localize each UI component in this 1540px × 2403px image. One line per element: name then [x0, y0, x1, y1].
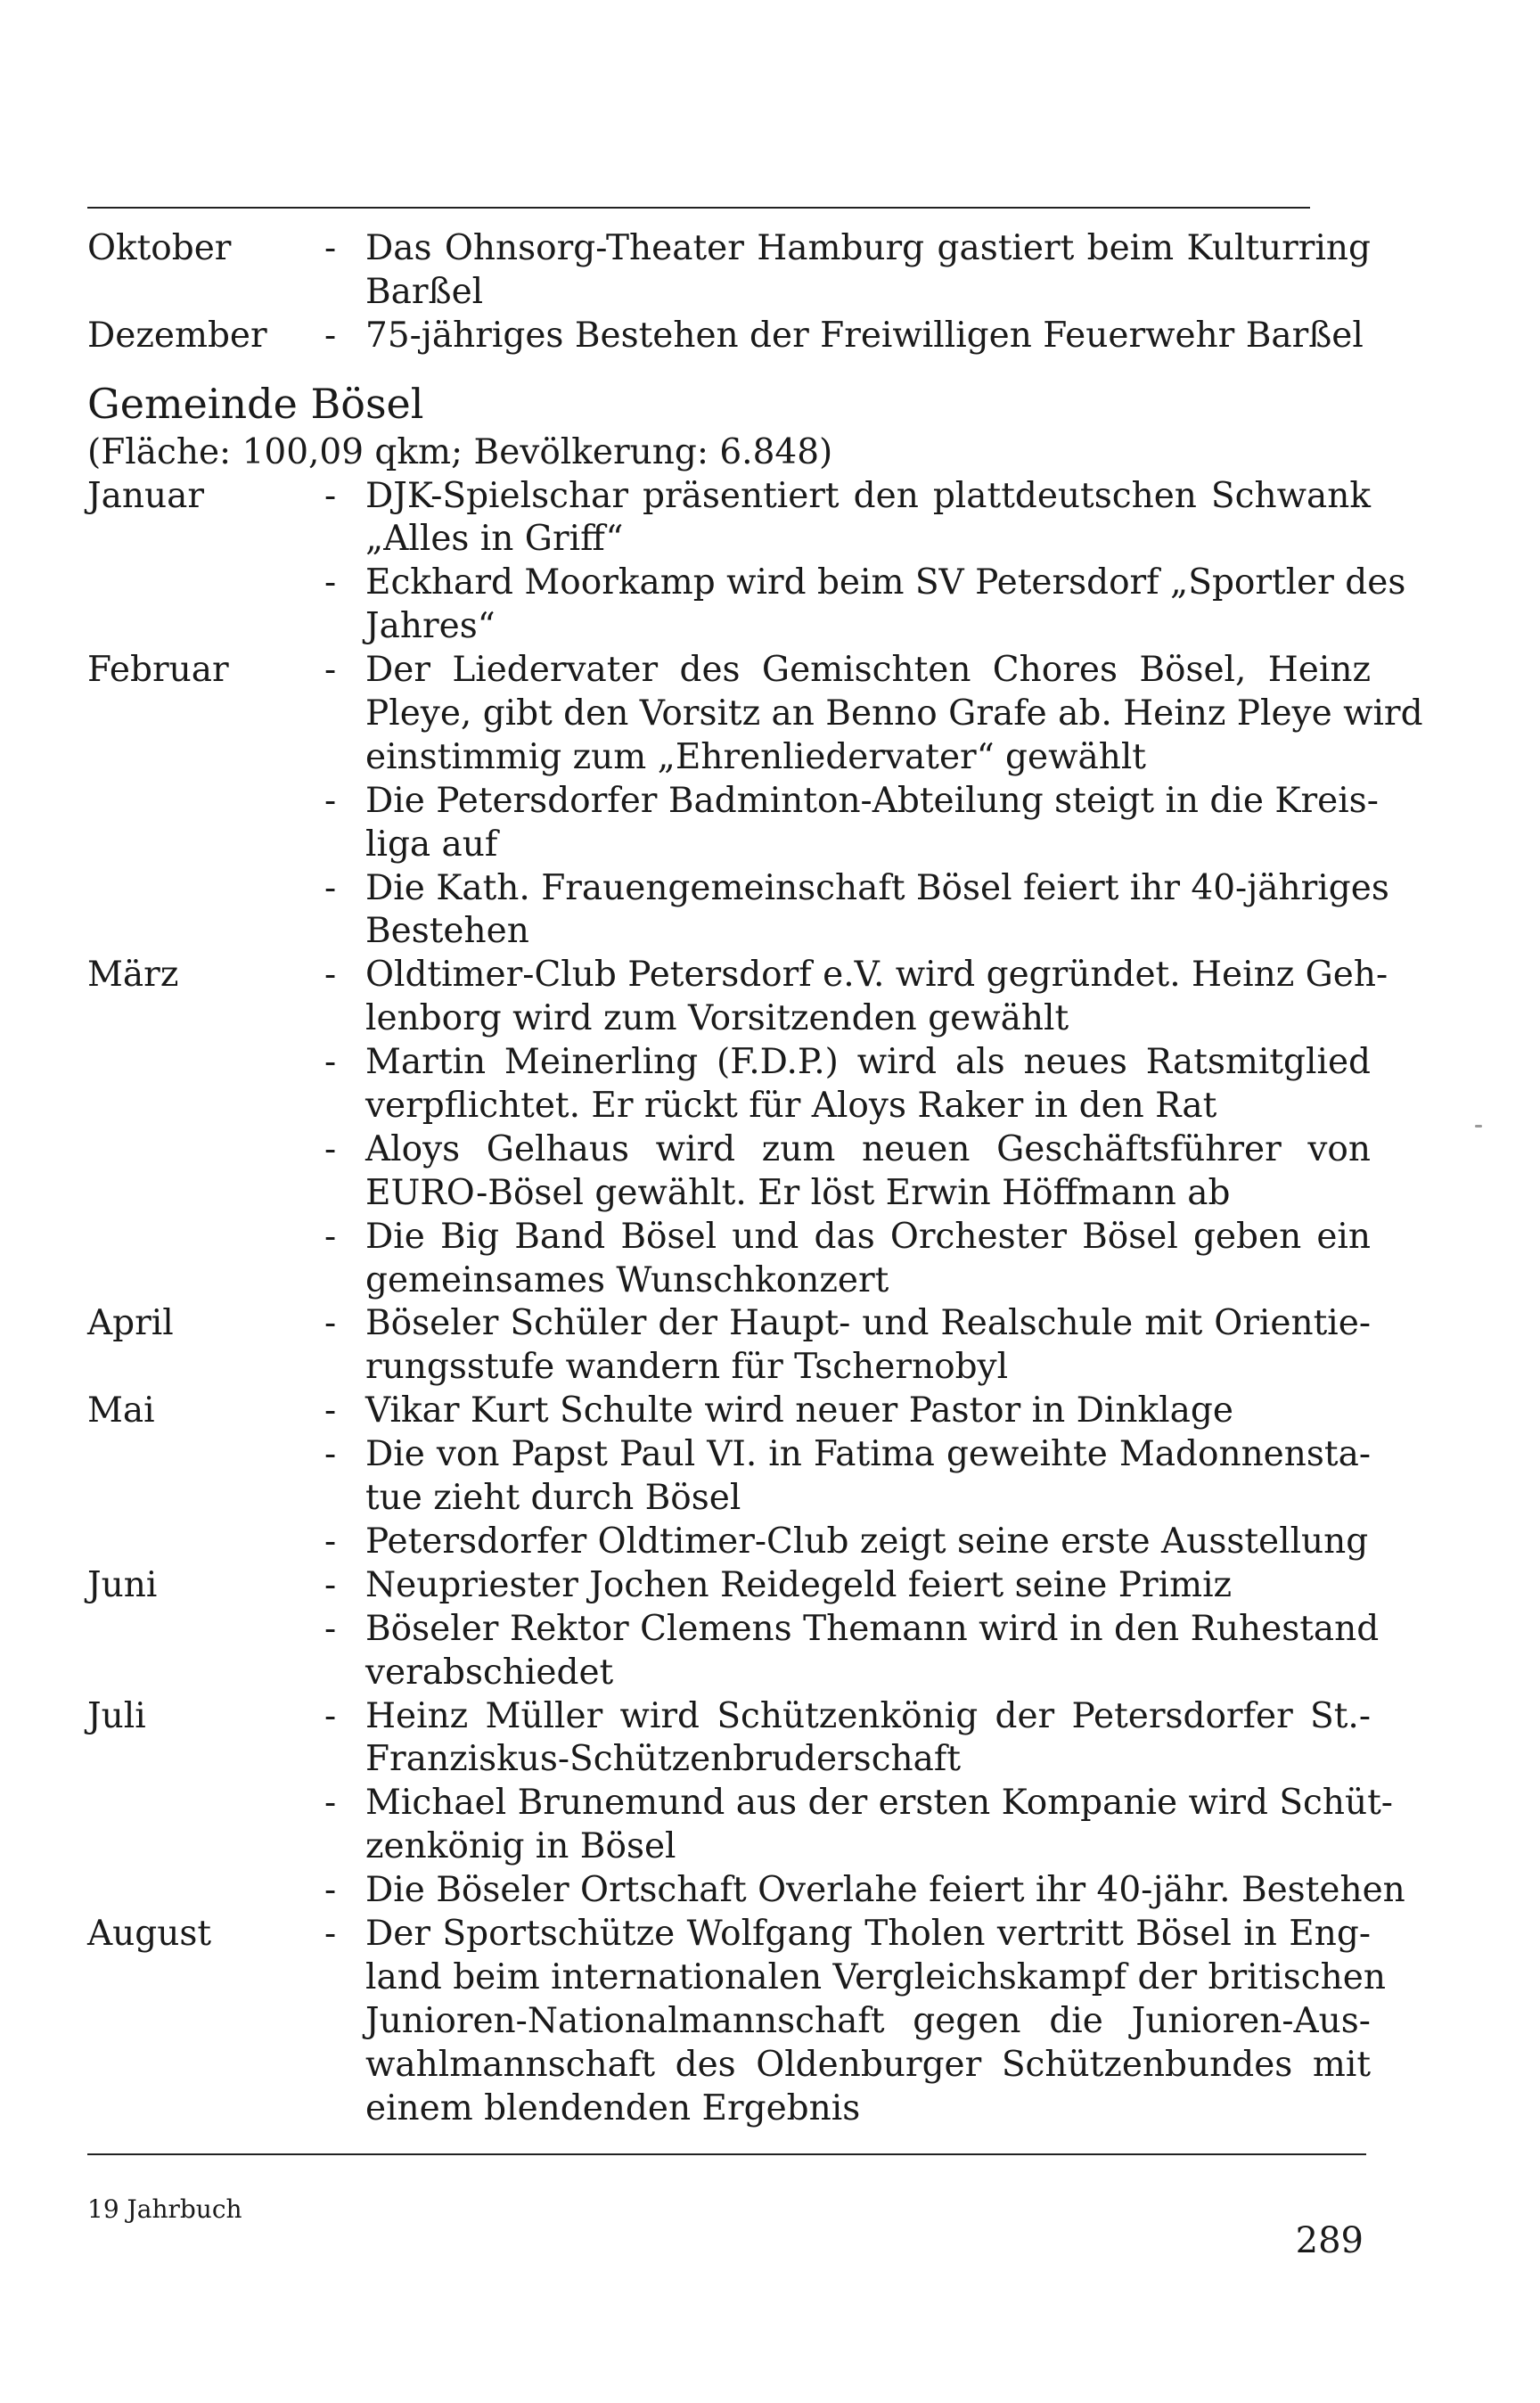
entry-text: Neupriester Jochen Reidegeld feiert seine Primiz: [365, 1564, 1233, 1605]
printer-signature: 19 Jahrbuch: [87, 2194, 242, 2224]
entry-dash: -: [324, 1434, 337, 1475]
entry-text: einem blendenden Ergebnis: [365, 2087, 861, 2128]
entry-text: Martin Meinerling (F.D.P.) wird als neues Ratsmitglied: [365, 1042, 1371, 1083]
entry-text: zenkönig in Bösel: [365, 1826, 676, 1867]
entry-text: 75-jähriges Bestehen der Freiwilligen Feuerwehr Barßel: [365, 315, 1364, 356]
entry-dash: -: [324, 1390, 337, 1431]
entry-month: März: [87, 955, 179, 996]
entry-line: [87, 954, 1388, 997]
entry-dash: -: [324, 780, 337, 821]
entry-text: Die von Papst Paul VI. in Fatima geweihte Madonnensta-: [365, 1434, 1371, 1475]
entry-line: [87, 1216, 1371, 1259]
entry-month: Dezember: [87, 315, 267, 356]
entry-continuation-line: [87, 1956, 1386, 2000]
entry-continuation-line: [87, 2087, 1371, 2131]
entry-text: Jahres“: [365, 606, 496, 647]
entry-dash: -: [324, 475, 337, 516]
entry-text: Vikar Kurt Schulte wird neuer Pastor in Dinklage: [365, 1390, 1233, 1431]
entry-line: [87, 1433, 1371, 1477]
entry-continuation-line: [87, 271, 1371, 315]
section-subtitle: (Fläche: 100,09 qkm; Bevölkerung: 6.848): [87, 431, 833, 472]
section-title: Gemeinde Bösel: [87, 379, 424, 428]
entry-text: rungsstufe wandern für Tschernobyl: [365, 1347, 1009, 1388]
entry-text: Der Sportschütze Wolfgang Tholen vertritt Bösel in Eng-: [365, 1913, 1371, 1954]
entry-dash: -: [324, 1521, 337, 1562]
entry-continuation-line: [87, 1085, 1371, 1128]
entry-dash: -: [324, 1216, 337, 1257]
entry-continuation-line: [87, 518, 1371, 562]
page-number: 289: [1295, 2220, 1364, 2261]
entry-text: Das Ohnsorg-Theater Hamburg gastiert beim Kulturring: [365, 228, 1371, 268]
entry-text: land beim internationalen Vergleichskampf der britischen: [365, 1956, 1386, 1997]
entry-continuation-line: [87, 736, 1371, 780]
entry-text: Franziskus-Schützenbruderschaft: [365, 1739, 962, 1780]
entry-continuation-line: [87, 1346, 1371, 1390]
entry-continuation-line: [87, 1652, 1371, 1695]
entry-dash: -: [324, 1128, 337, 1169]
entry-line: [87, 1302, 1371, 1346]
entry-line: [87, 780, 1379, 824]
entry-text: Die Big Band Bösel und das Orchester Bösel geben ein: [365, 1216, 1371, 1257]
entry-text: Pleye, gibt den Vorsitz an Benno Grafe ab. Heinz Pleye wird: [365, 693, 1423, 734]
barssel-entries: [87, 227, 1371, 358]
entry-month: Februar: [87, 650, 229, 691]
chronicle-content: [87, 227, 1423, 2130]
entry-line: [87, 1869, 1405, 1913]
entry-text: Eckhard Moorkamp wird beim SV Petersdorf „Sportler des: [365, 562, 1406, 603]
entry-dash: -: [324, 1303, 337, 1344]
entry-line: [87, 1564, 1371, 1608]
entry-continuation-line: [87, 605, 1371, 649]
entry-text: liga auf: [365, 824, 498, 865]
entry-text: Aloys Gelhaus wird zum neuen Geschäftsführer von: [365, 1128, 1371, 1169]
entry-text: DJK-Spielschar präsentiert den plattdeutschen Schwank: [365, 475, 1371, 516]
entry-continuation-line: [87, 2000, 1371, 2044]
entry-text: verabschiedet: [365, 1652, 614, 1693]
entry-dash: -: [324, 867, 337, 908]
entry-continuation-line: [87, 2044, 1371, 2087]
entry-month: Mai: [87, 1390, 155, 1431]
entry-line: [87, 227, 1371, 271]
entry-text: Böseler Rektor Clemens Themann wird in den Ruhestand: [365, 1608, 1380, 1649]
boesel-entries: [87, 475, 1423, 2131]
entry-continuation-line: [87, 824, 1371, 867]
entry-dash: -: [324, 1783, 337, 1824]
entry-dash: -: [324, 1564, 337, 1605]
entry-continuation-line: [87, 910, 1371, 954]
entry-line: [87, 1041, 1371, 1085]
scan-speck: [1475, 1125, 1482, 1128]
entry-text: Petersdorfer Oldtimer-Club zeigt seine erste Ausstellung: [365, 1521, 1369, 1562]
entry-dash: -: [324, 650, 337, 691]
entry-month: Oktober: [87, 228, 232, 268]
entry-text: Barßel: [365, 271, 484, 312]
entry-text: „Alles in Griff“: [365, 519, 624, 560]
entry-dash: -: [324, 1608, 337, 1649]
entry-dash: -: [324, 315, 337, 356]
entry-text: Bestehen: [365, 911, 529, 952]
entry-line: [87, 315, 1371, 358]
entry-month: August: [87, 1913, 212, 1954]
entry-dash: -: [324, 562, 337, 603]
entry-line: [87, 1390, 1371, 1433]
entry-dash: -: [324, 1870, 337, 1911]
entry-text: tue zieht durch Bösel: [365, 1478, 741, 1519]
entry-line: [87, 1695, 1371, 1739]
entry-continuation-line: [87, 1259, 1371, 1303]
entry-text: Heinz Müller wird Schützenkönig der Petersdorfer St.-: [365, 1695, 1371, 1736]
entry-line: [87, 475, 1371, 519]
entry-month: Januar: [87, 475, 205, 516]
entry-text: Oldtimer-Club Petersdorf e.V. wird gegründet. Heinz Geh-: [365, 955, 1388, 996]
entry-text: Junioren-Nationalmannschaft gegen die Junioren-Aus-: [365, 2000, 1371, 2041]
entry-text: wahlmannschaft des Oldenburger Schützenbundes mit: [365, 2044, 1371, 2085]
entry-continuation-line: [87, 693, 1423, 736]
bottom-rule: [87, 2153, 1366, 2155]
entry-text: Die Kath. Frauengemeinschaft Bösel feiert ihr 40-jähriges: [365, 867, 1389, 908]
entry-line: [87, 562, 1406, 605]
entry-month: Juni: [87, 1564, 158, 1605]
entry-dash: -: [324, 1913, 337, 1954]
entry-text: Der Liedervater des Gemischten Chores Bösel, Heinz: [365, 650, 1371, 691]
entry-line: [87, 867, 1389, 911]
entry-line: [87, 1521, 1371, 1564]
entry-continuation-line: [87, 1172, 1371, 1216]
entry-month: Juli: [87, 1695, 146, 1736]
entry-text: Die Böseler Ortschaft Overlahe feiert ihr 40-jähr. Bestehen: [365, 1870, 1405, 1911]
entry-text: einstimmig zum „Ehrenliedervater“ gewählt: [365, 736, 1146, 777]
entry-dash: -: [324, 955, 337, 996]
entry-month: April: [87, 1303, 174, 1344]
entry-continuation-line: [87, 1825, 1371, 1869]
entry-line: [87, 1128, 1371, 1172]
entry-text: lenborg wird zum Vorsitzenden gewählt: [365, 998, 1069, 1039]
entry-dash: -: [324, 228, 337, 268]
entry-dash: -: [324, 1695, 337, 1736]
entry-continuation-line: [87, 1477, 1371, 1521]
entry-text: gemeinsames Wunschkonzert: [365, 1259, 889, 1300]
entry-text: EURO-Bösel gewählt. Er löst Erwin Höffmann ab: [365, 1172, 1231, 1213]
entry-line: [87, 1782, 1393, 1825]
entry-continuation-line: [87, 1738, 1371, 1782]
entry-continuation-line: [87, 997, 1371, 1041]
top-rule: [87, 207, 1310, 209]
entry-line: [87, 1913, 1371, 1956]
entry-text: Böseler Schüler der Haupt- und Realschule mit Orientie-: [365, 1303, 1371, 1344]
entry-text: Die Petersdorfer Badminton-Abteilung steigt in die Kreis-: [365, 780, 1379, 821]
entry-text: verpflichtet. Er rückt für Aloys Raker in den Rat: [365, 1086, 1217, 1127]
entry-text: Michael Brunemund aus der ersten Kompanie wird Schüt-: [365, 1783, 1393, 1824]
entry-line: [87, 1608, 1380, 1652]
entry-dash: -: [324, 1042, 337, 1083]
entry-line: [87, 649, 1371, 693]
